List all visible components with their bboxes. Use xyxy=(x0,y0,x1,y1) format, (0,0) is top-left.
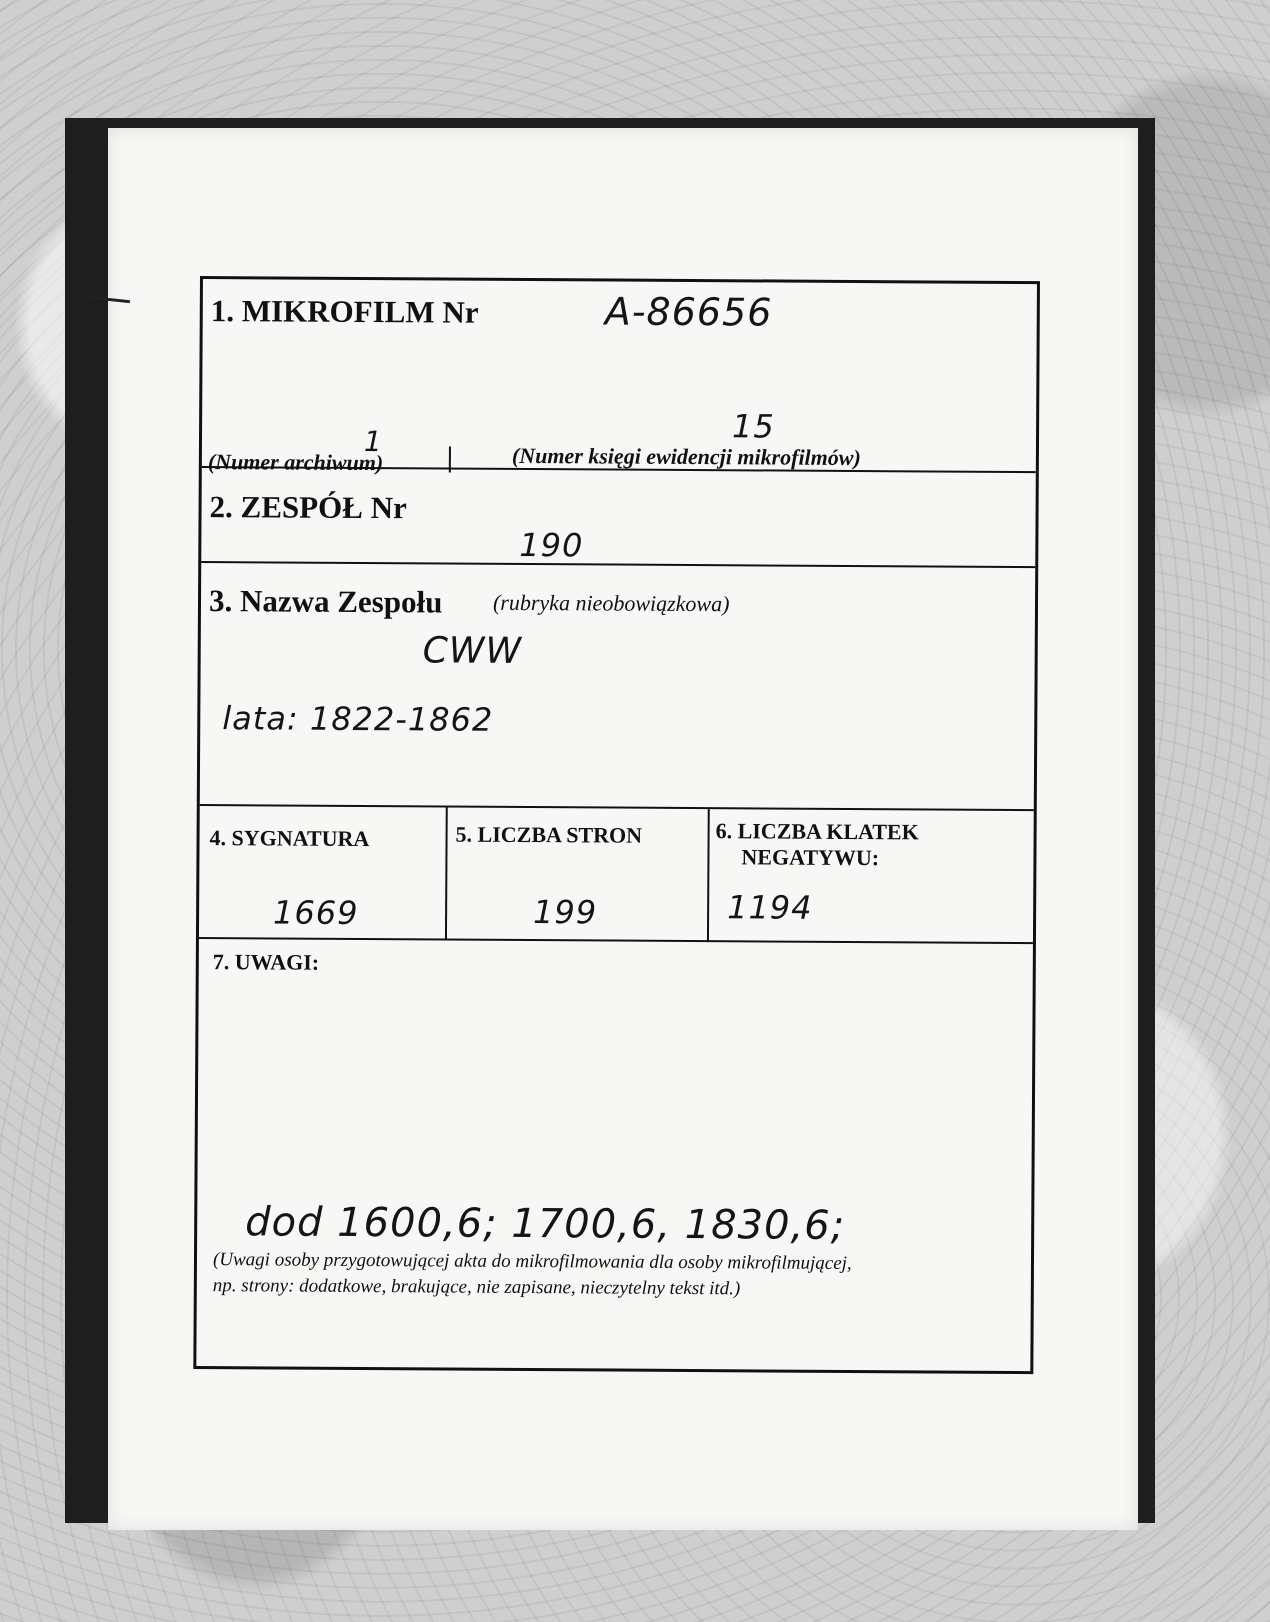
column-divider-2 xyxy=(707,809,710,942)
liczba-klatek-value: 1194 xyxy=(727,888,813,927)
sygnatura-value: 1669 xyxy=(272,893,359,932)
nazwa-zespolu-label: 3. Nazwa Zespołu xyxy=(208,583,443,620)
column-divider-1 xyxy=(445,808,448,941)
uwagi-label: 7. UWAGI: xyxy=(212,949,320,975)
archive-number: 1 xyxy=(363,425,383,459)
liczba-klatek-label: 6. LICZBA KLATEK xyxy=(715,818,919,845)
mikrofilm-label: 1. MIKROFILM Nr xyxy=(210,293,479,330)
archive-caption: (Numer archiwum) xyxy=(207,449,384,476)
mikrofilm-number: A-86656 xyxy=(604,289,773,335)
divider-2 xyxy=(201,561,1035,568)
registry-caption: (Numer księgi ewidencji mikrofilmów) xyxy=(511,442,861,471)
uwagi-caption-1: (Uwagi osoby przygotowującej akta do mikrofilmowania dla osoby mikrofilmującej, xyxy=(212,1249,852,1274)
registry-number: 15 xyxy=(731,407,775,446)
liczba-stron-label: 5. LICZBA STRON xyxy=(455,821,643,848)
zespol-number: 190 xyxy=(519,525,584,565)
years-value: lata: 1822-1862 xyxy=(222,699,494,739)
negatywu-label: NEGATYWU: xyxy=(741,844,880,871)
uwagi-value: dod 1600,6; 1700,6, 1830,6; xyxy=(245,1199,846,1249)
uwagi-caption-2: np. strony: dodatkowe, brakujące, nie zapisane, nieczytelny tekst itd.) xyxy=(212,1275,741,1300)
divider-3 xyxy=(200,804,1034,811)
liczba-stron-value: 199 xyxy=(533,893,598,932)
sygnatura-label: 4. SYGNATURA xyxy=(209,825,370,852)
divider-4 xyxy=(199,937,1033,944)
nazwa-zespolu-value: CWW xyxy=(422,630,523,672)
zespol-label: 2. ZESPÓŁ Nr xyxy=(209,489,407,526)
microfilm-form xyxy=(193,276,1040,1374)
nazwa-zespolu-note: (rubryka nieobowiązkowa) xyxy=(492,589,730,617)
